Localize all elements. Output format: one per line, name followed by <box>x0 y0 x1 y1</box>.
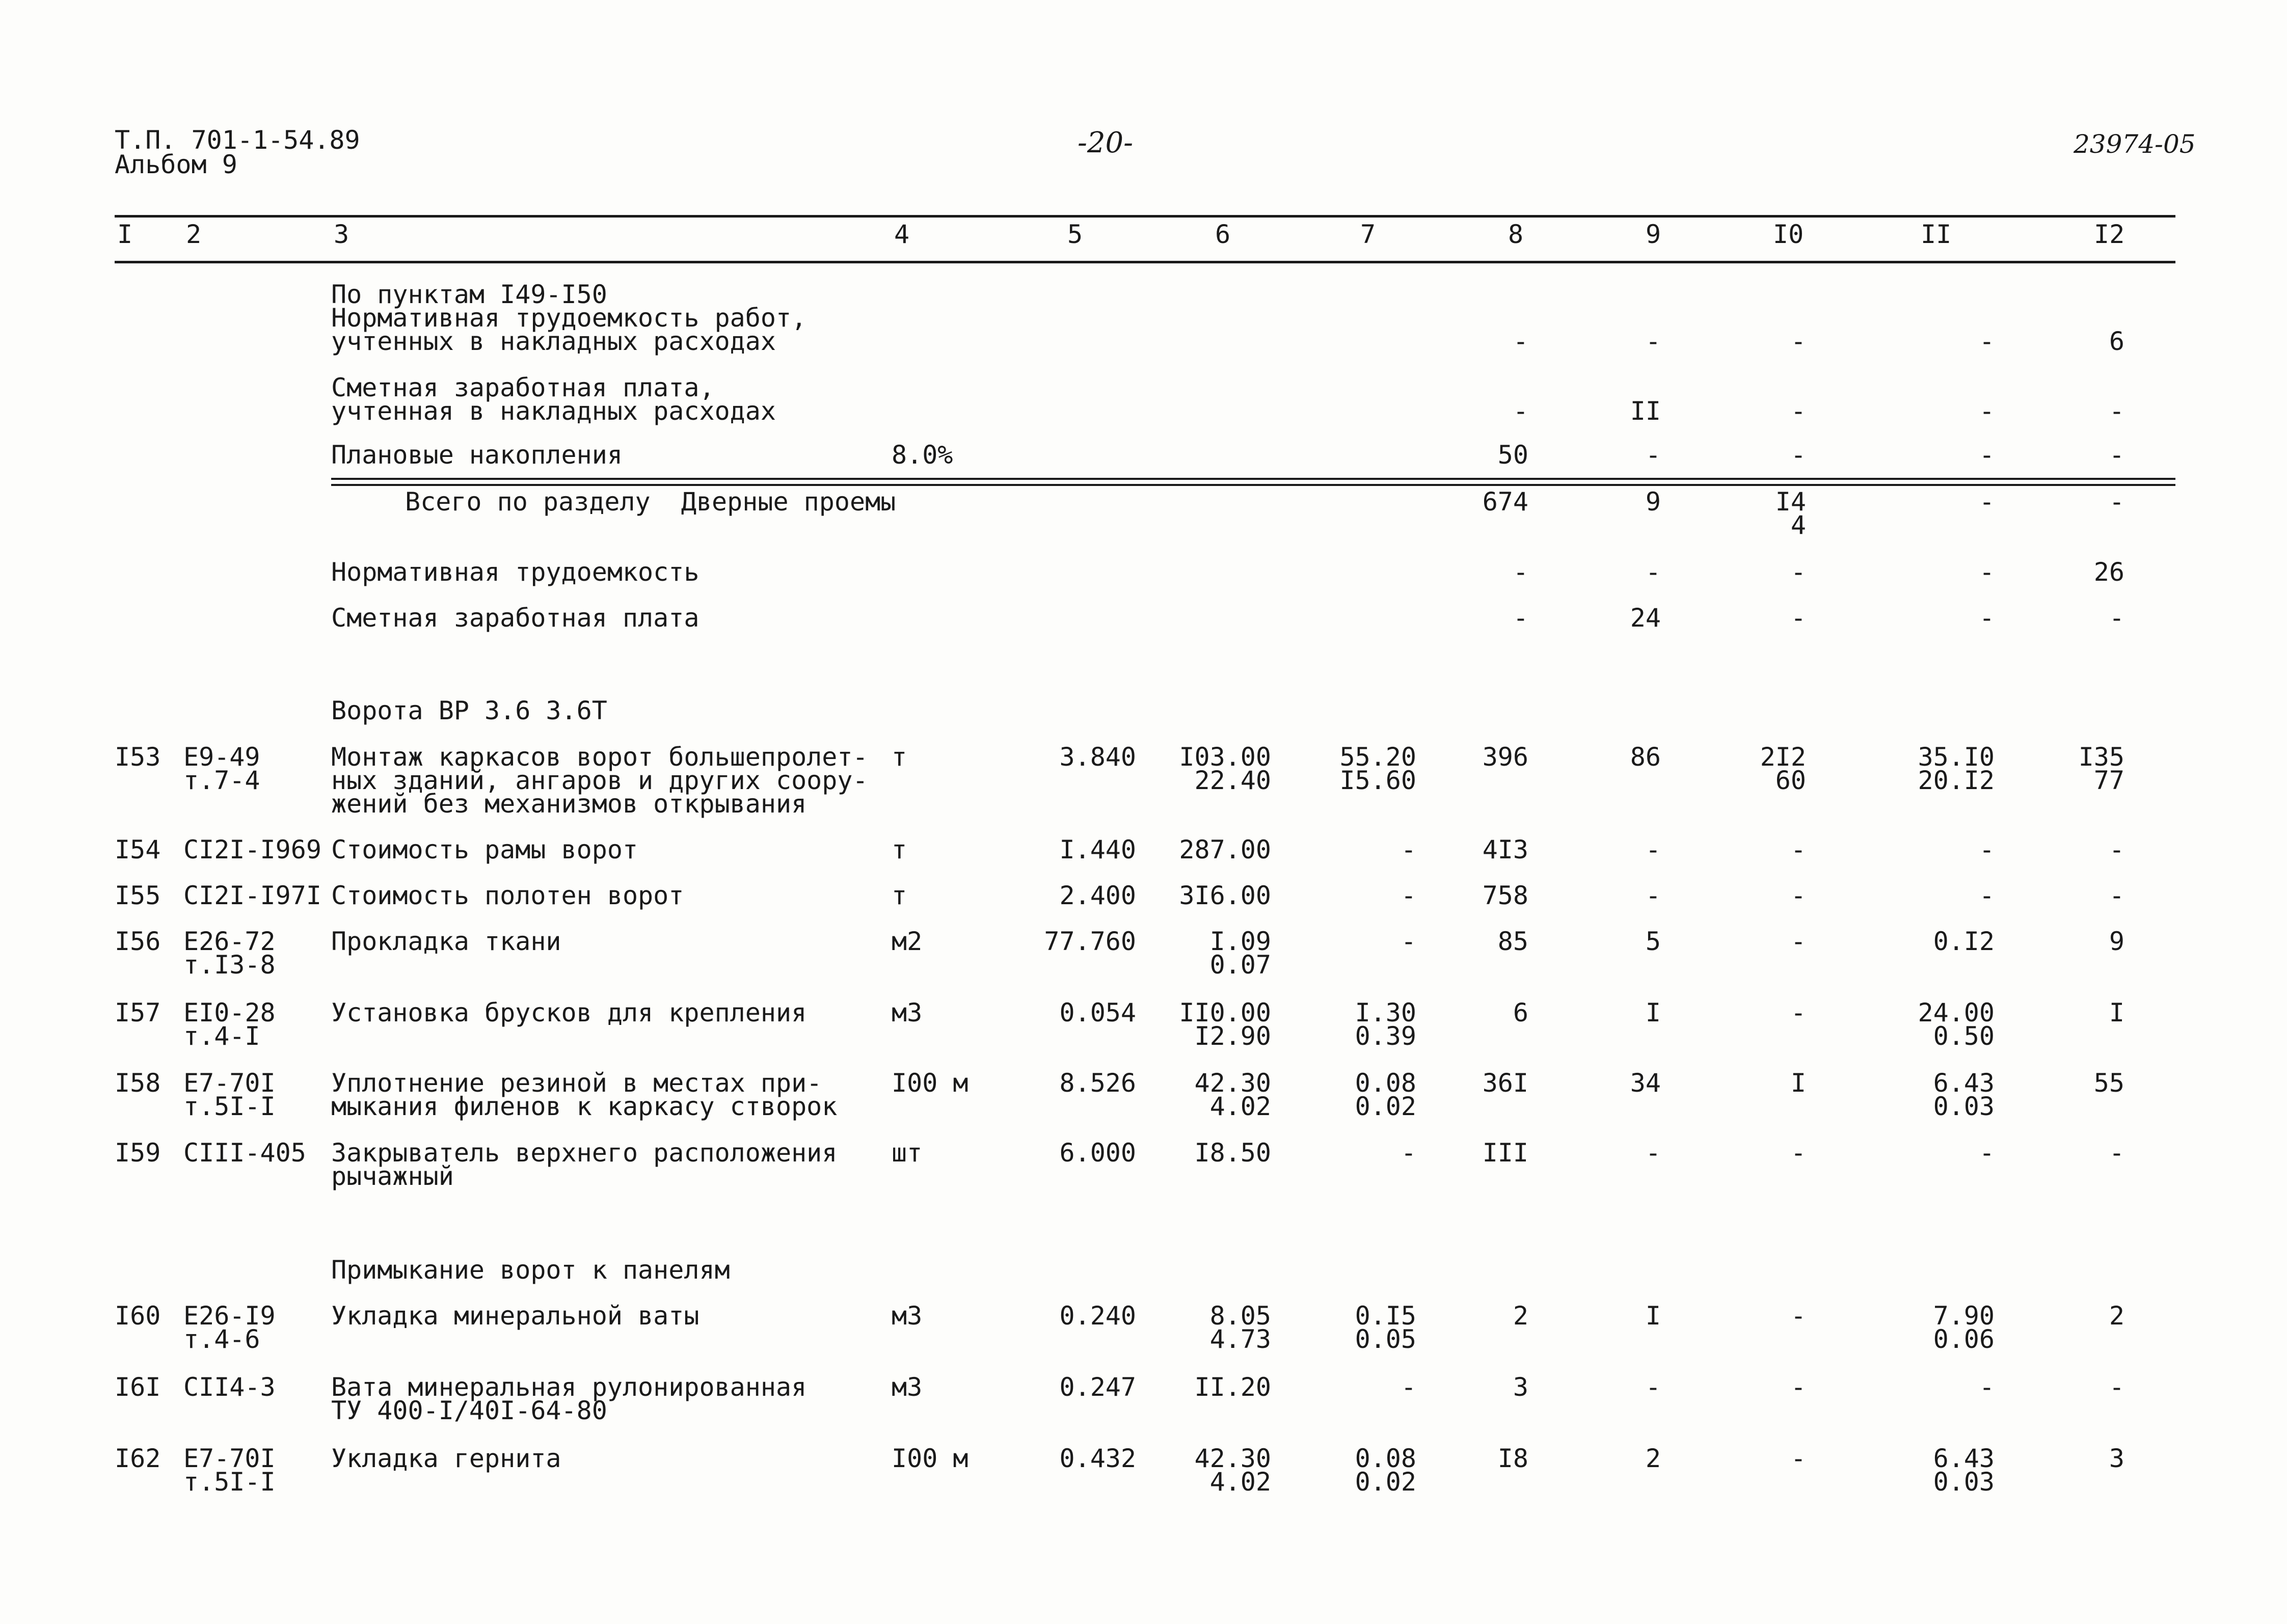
subtotal-cell-c12: 6 <box>2109 327 2124 356</box>
row-cell-c8: 6 <box>1513 998 1528 1027</box>
total-bottom-rule <box>331 484 2175 486</box>
column-number: 6 <box>1215 220 1231 249</box>
row-cell-c12: 55 <box>2093 1068 2124 1098</box>
total-cell-c10: I4 4 <box>1775 487 1806 540</box>
row-cell-c10: - <box>1790 1301 1806 1331</box>
row-number: I58 <box>115 1068 161 1098</box>
row-cell-c12: 2 <box>2109 1301 2124 1331</box>
subtotal-cell-c10: - <box>1790 396 1806 426</box>
subtotal-cell-c12: - <box>2109 396 2124 426</box>
row-code: CI2I-I97I <box>183 881 321 910</box>
row-cell-c11: - <box>1979 835 1995 864</box>
row-cell-c9: - <box>1645 835 1661 864</box>
total-cell-c12: - <box>2109 487 2124 517</box>
row-cell-c7: - <box>1401 927 1416 956</box>
row-cell-c8: III <box>1482 1138 1528 1168</box>
total-cell-c9: 9 <box>1645 487 1661 517</box>
total-top-rule <box>331 478 2175 480</box>
page-number: -20- <box>1078 126 1134 159</box>
row-cell-unit: м2 <box>892 927 923 956</box>
row-cell-c12: I35 77 <box>2078 742 2124 795</box>
header-bottom-rule <box>115 261 2175 263</box>
subtotal-cell-c8: - <box>1513 327 1528 356</box>
total-cell-c8: 674 <box>1482 487 1528 517</box>
row-cell-c8: 85 <box>1497 927 1528 956</box>
row-cell-c7: - <box>1401 1372 1416 1402</box>
row-cell-c10: - <box>1790 1444 1806 1473</box>
row-number: I55 <box>115 881 161 910</box>
column-number: I0 <box>1773 220 1804 249</box>
row-cell-c12: I <box>2109 998 2124 1027</box>
row-cell-c10: - <box>1790 927 1806 956</box>
subtotal-cell-c9: - <box>1645 327 1661 356</box>
row-cell-unit: т <box>892 742 907 772</box>
row-cell-c6: 42.30 4.02 <box>1194 1444 1271 1497</box>
row-number: I53 <box>115 742 161 772</box>
row-cell-c11: - <box>1979 1372 1995 1402</box>
row-number: I57 <box>115 998 161 1027</box>
row-cell-c6: II0.00 I2.90 <box>1179 998 1271 1051</box>
row-cell-unit: I00 м <box>892 1444 968 1473</box>
row-cell-c9: I <box>1645 1301 1661 1331</box>
stamp-number: 23974-05 <box>2074 129 2196 159</box>
row-description: Вата минеральная рулонированная ТУ 400-I/40I-64-80 <box>331 1372 807 1425</box>
row-cell-c6: 287.00 <box>1179 835 1271 864</box>
row-cell-unit: шт <box>892 1138 923 1168</box>
row-cell-qty: 0.054 <box>1059 998 1136 1027</box>
subtotal-cell-c8: - <box>1513 396 1528 426</box>
row-code: E26-72 т.I3-8 <box>183 927 276 980</box>
row-cell-c7: I.30 0.39 <box>1355 998 1416 1051</box>
column-number: I <box>117 220 133 249</box>
column-number: 2 <box>186 220 202 249</box>
section-heading-junction: Примыкание ворот к панелям <box>331 1255 730 1285</box>
section-heading-gate: Ворота ВР 3.6 3.6Т <box>331 696 607 725</box>
row-cell-c7: 0.I5 0.05 <box>1355 1301 1416 1354</box>
row-cell-c7: 0.08 0.02 <box>1355 1068 1416 1121</box>
row-cell-c9: 2 <box>1645 1444 1661 1473</box>
row-cell-c6: I03.00 22.40 <box>1179 742 1271 795</box>
row-cell-c6: 42.30 4.02 <box>1194 1068 1271 1121</box>
summary-cell-c10: - <box>1790 557 1806 587</box>
row-cell-c9: 5 <box>1645 927 1661 956</box>
row-cell-c8: 36I <box>1482 1068 1528 1098</box>
row-code: CI2I-I969 <box>183 835 321 864</box>
summary-cell-c9: 24 <box>1630 603 1661 633</box>
row-cell-c12: - <box>2109 835 2124 864</box>
row-cell-c7: - <box>1401 1138 1416 1168</box>
row-cell-unit: м3 <box>892 998 923 1027</box>
subtotal-cell-c9: II <box>1630 396 1661 426</box>
row-cell-qty: 6.000 <box>1059 1138 1136 1168</box>
row-cell-c6: 3I6.00 <box>1179 881 1271 910</box>
row-description: Прокладка ткани <box>331 927 561 956</box>
subtotal-cell-c12: - <box>2109 440 2124 470</box>
summary-cell-c11: - <box>1979 557 1995 587</box>
summary-cell-c12: 26 <box>2093 557 2124 587</box>
row-cell-c12: - <box>2109 1372 2124 1402</box>
summary-cell-c11: - <box>1979 603 1995 633</box>
subtotal-cell-c8: 50 <box>1497 440 1528 470</box>
row-cell-c8: 758 <box>1482 881 1528 910</box>
row-cell-c12: - <box>2109 1138 2124 1168</box>
row-cell-unit: I00 м <box>892 1068 968 1098</box>
row-cell-c7: 0.08 0.02 <box>1355 1444 1416 1497</box>
row-cell-c11: 7.90 0.06 <box>1933 1301 1995 1354</box>
column-number: 7 <box>1360 220 1376 249</box>
row-cell-c9: - <box>1645 1372 1661 1402</box>
row-code: E9-49 т.7-4 <box>183 742 260 795</box>
row-description: Монтаж каркасов ворот большепролет- ных зданий, ангаров и других соору- жений без механизмов открывания <box>331 742 868 819</box>
row-code: E26-I9 т.4-6 <box>183 1301 276 1354</box>
total-cell-c11: - <box>1979 487 1995 517</box>
row-cell-unit: т <box>892 881 907 910</box>
row-cell-qty: 77.760 <box>1044 927 1136 956</box>
row-cell-c6: 8.05 4.73 <box>1209 1301 1271 1354</box>
row-number: I59 <box>115 1138 161 1168</box>
row-cell-c8: 4I3 <box>1482 835 1528 864</box>
summary-label: Сметная заработная плата <box>331 603 699 633</box>
row-code: EI0-28 т.4-I <box>183 998 276 1051</box>
subtotal-cell-c11: - <box>1979 396 1995 426</box>
row-cell-c11: 6.43 0.03 <box>1933 1068 1995 1121</box>
summary-cell-c8: - <box>1513 603 1528 633</box>
summary-cell-c12: - <box>2109 603 2124 633</box>
row-number: I54 <box>115 835 161 864</box>
row-cell-c6: I8.50 <box>1194 1138 1271 1168</box>
row-cell-qty: I.440 <box>1059 835 1136 864</box>
subtotal-unit: 8.0% <box>892 440 953 470</box>
row-cell-c9: 86 <box>1630 742 1661 772</box>
row-cell-c8: 3 <box>1513 1372 1528 1402</box>
row-cell-c9: 34 <box>1630 1068 1661 1098</box>
row-cell-qty: 0.432 <box>1059 1444 1136 1473</box>
row-description: Стоимость рамы ворот <box>331 835 638 864</box>
row-cell-qty: 3.840 <box>1059 742 1136 772</box>
row-description: Закрыватель верхнего расположения рычажный <box>331 1138 838 1191</box>
section-total-label: Всего по разделу Дверные проемы <box>405 487 896 517</box>
row-cell-c10: 2I2 60 <box>1760 742 1806 795</box>
row-cell-qty: 8.526 <box>1059 1068 1136 1098</box>
row-cell-c10: - <box>1790 881 1806 910</box>
subtotal-cell-c10: - <box>1790 440 1806 470</box>
row-code: E7-70I т.5I-I <box>183 1444 276 1497</box>
row-code: E7-70I т.5I-I <box>183 1068 276 1121</box>
row-cell-c8: 2 <box>1513 1301 1528 1331</box>
column-number: 3 <box>334 220 349 249</box>
row-cell-qty: 0.240 <box>1059 1301 1136 1331</box>
subtotal-cell-c10: - <box>1790 327 1806 356</box>
row-cell-qty: 2.400 <box>1059 881 1136 910</box>
subtotal-label: Плановые накопления <box>331 440 623 470</box>
album-label: Альбом 9 <box>115 150 237 179</box>
row-cell-unit: м3 <box>892 1301 923 1331</box>
row-cell-unit: т <box>892 835 907 864</box>
row-cell-c7: 55.20 I5.60 <box>1339 742 1416 795</box>
column-number: 8 <box>1508 220 1524 249</box>
row-cell-c8: 396 <box>1482 742 1528 772</box>
row-number: I60 <box>115 1301 161 1331</box>
row-cell-c11: 6.43 0.03 <box>1933 1444 1995 1497</box>
summary-cell-c8: - <box>1513 557 1528 587</box>
row-cell-c10: - <box>1790 835 1806 864</box>
subtotal-label: Сметная заработная плата, учтенная в накладных расходах <box>331 373 776 426</box>
subtotal-cell-c9: - <box>1645 440 1661 470</box>
row-cell-qty: 0.247 <box>1059 1372 1136 1402</box>
row-description: Уплотнение резиной в местах при- мыкания филенов к каркасу створок <box>331 1068 838 1121</box>
column-number: 9 <box>1646 220 1661 249</box>
row-cell-c10: - <box>1790 1372 1806 1402</box>
summary-label: Нормативная трудоемкость <box>331 557 699 587</box>
row-cell-c10: - <box>1790 998 1806 1027</box>
row-description: Укладка гернита <box>331 1444 561 1473</box>
row-cell-c12: 3 <box>2109 1444 2124 1473</box>
row-description: Стоимость полотен ворот <box>331 881 684 910</box>
row-cell-c7: - <box>1401 835 1416 864</box>
header-top-rule <box>115 215 2175 218</box>
column-number: I2 <box>2094 220 2125 249</box>
row-cell-c10: I <box>1790 1068 1806 1098</box>
subtotal-cell-c11: - <box>1979 440 1995 470</box>
row-cell-c6: II.20 <box>1194 1372 1271 1402</box>
row-cell-c11: 24.00 0.50 <box>1918 998 1995 1051</box>
row-number: I6I <box>115 1372 161 1402</box>
column-number: 4 <box>894 220 910 249</box>
row-cell-c9: - <box>1645 1138 1661 1168</box>
subtotal-cell-c11: - <box>1979 327 1995 356</box>
row-cell-c7: - <box>1401 881 1416 910</box>
row-cell-unit: м3 <box>892 1372 923 1402</box>
row-description: Установка брусков для крепления <box>331 998 807 1027</box>
row-cell-c11: 35.I0 20.I2 <box>1918 742 1995 795</box>
row-cell-c6: I.09 0.07 <box>1209 927 1271 980</box>
subtotal-label: По пунктам I49-I50 Нормативная трудоемкость работ, учтенных в накладных расходах <box>331 280 807 356</box>
row-code: CII4-3 <box>183 1372 276 1402</box>
row-number: I62 <box>115 1444 161 1473</box>
summary-cell-c9: - <box>1645 557 1661 587</box>
row-cell-c12: - <box>2109 881 2124 910</box>
row-cell-c11: 0.I2 <box>1933 927 1995 956</box>
column-number: II <box>1921 220 1952 249</box>
row-number: I56 <box>115 927 161 956</box>
row-cell-c9: I <box>1645 998 1661 1027</box>
row-description: Укладка минеральной ваты <box>331 1301 699 1331</box>
row-code: CIII-405 <box>183 1138 306 1168</box>
doc-id: Т.П. 701-1-54.89 <box>115 125 360 155</box>
row-cell-c9: - <box>1645 881 1661 910</box>
column-number: 5 <box>1067 220 1083 249</box>
row-cell-c12: 9 <box>2109 927 2124 956</box>
row-cell-c8: I8 <box>1497 1444 1528 1473</box>
row-cell-c11: - <box>1979 1138 1995 1168</box>
row-cell-c10: - <box>1790 1138 1806 1168</box>
row-cell-c11: - <box>1979 881 1995 910</box>
summary-cell-c10: - <box>1790 603 1806 633</box>
